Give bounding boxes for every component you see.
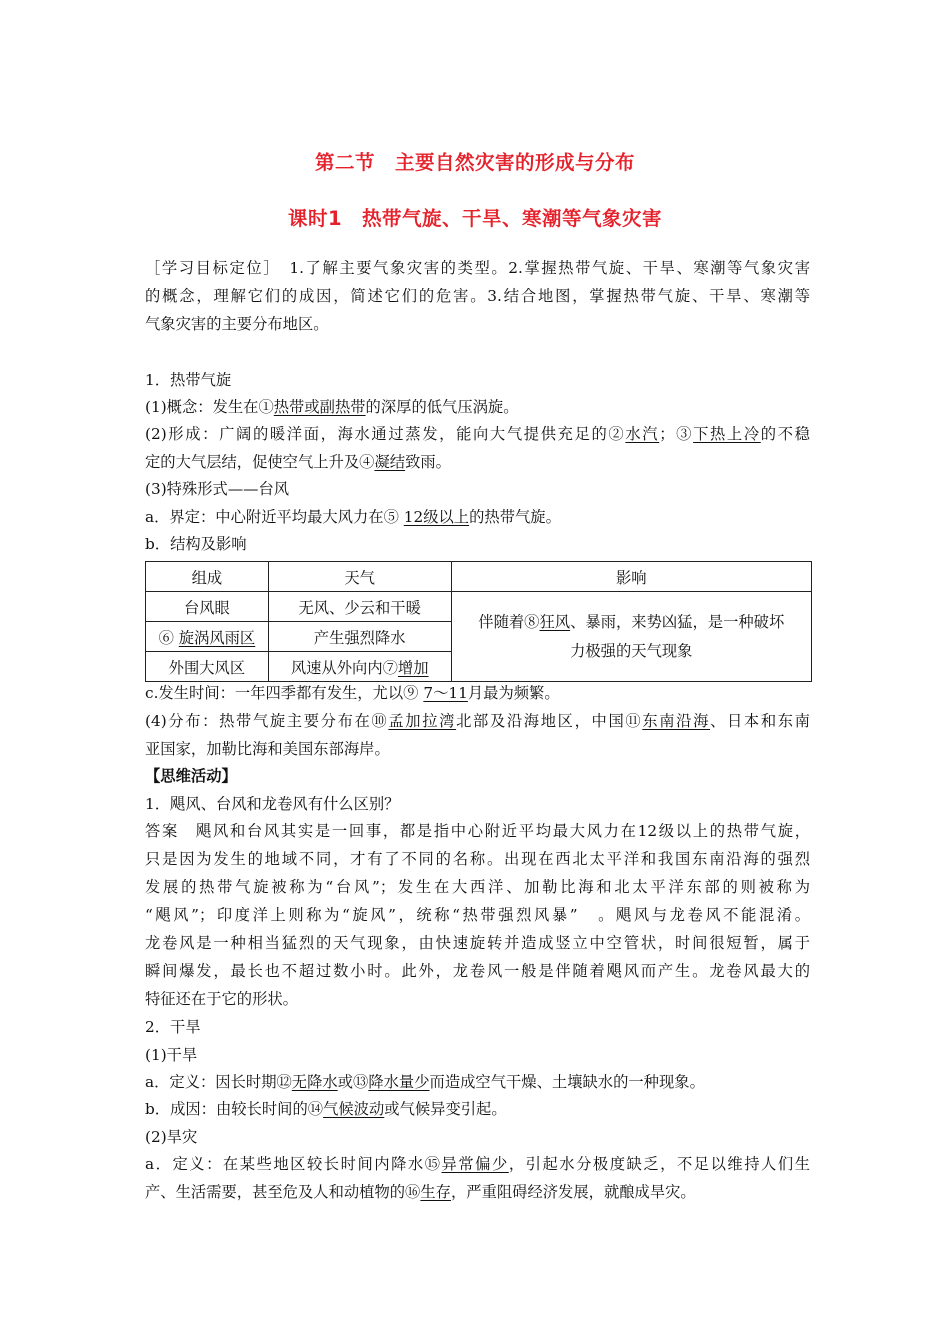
thinking-question: 1．飓风、台风和龙卷风有什么区别？ [145,795,400,813]
impact-cell [451,592,811,682]
dist-text: (4)分布：热带气旋主要分布在⑩ [145,712,389,730]
part-cell: 外围大风区 [146,652,269,682]
impact-text: 伴随着⑧ [478,612,540,631]
answer-1: 热带或副热带 [273,398,366,416]
objectives-line-3: 气象灾害的主要分布地区。 [145,315,329,333]
answer-line: 答案 飓风和台风其实是一回事，都是指中心附近平均最大风力在12级以上的热带气旋， [145,822,810,840]
drought-heading: 2．干旱 [145,1018,201,1036]
header-cell: 天气 [268,562,451,592]
drought-definition [145,1072,810,1092]
def-text-end: 而造成空气干燥、土壤缺水的一种现象。 [429,1073,705,1091]
concept-text-end: 的深厚的低气压涡旋。 [365,398,519,416]
answer-13: 降水量少 [368,1073,430,1091]
formation-text: (2)形成：广阔的暖洋面，海水通过蒸发，能向大气提供充足的② [145,425,626,443]
answer-3: 下热上冷 [693,425,761,443]
formation2-text: 定的大气层结，促使空气上升及④ [145,453,375,471]
header-cell: 组成 [146,562,269,592]
impact-text-end: 、暴雨，来势凶猛，是一种破坏 [570,612,785,631]
cyclone-formation-2 [145,452,810,472]
disaster2-text: 产、生活需要，甚至危及人和动植物的⑯ [145,1183,421,1201]
structure-heading: b．结构及影响 [145,535,247,553]
def-text: a．定义：因长时期⑫ [145,1073,292,1091]
table-header-row [146,562,812,592]
answer-14: 气候波动 [323,1100,385,1118]
answer-2: 水汽 [625,425,660,443]
answer-line: 特征还在于它的形状。 [145,990,298,1008]
drought-sub1: (1)干旱 [145,1046,198,1064]
disaster-text: a．定义：在某些地区较长时间内降水⑮ [145,1155,442,1173]
typhoon-structure-table [145,561,812,682]
time-text: c.发生时间：一年四季都有发生，尤以⑨ [145,684,424,702]
weather-text: 风速从外向内⑦ [290,658,398,677]
answer-7: 增加 [397,658,429,677]
dist-text-end: 、日本和东南 [710,712,810,730]
answer-line: “飓风”；印度洋上则称为“旋风”，统称“热带强烈风暴” 。飓风与龙卷风不能混淆。 [145,906,810,924]
distribution-2: 亚国家，加勒比海和美国东部海岸。 [145,740,390,758]
disaster-definition-2 [145,1182,810,1202]
time-text-end: 月最为频繁。 [467,684,560,702]
answer-line: 发展的热带气旋被称为“台风”；发生在大西洋、加勒比海和北太平洋东部的则被称为 [145,878,810,896]
answer-11: 东南沿海 [642,712,711,730]
distribution-1 [145,711,810,731]
cause-text: b．成因：由较长时间的⑭ [145,1100,324,1118]
disaster-definition-1 [145,1154,810,1174]
answer-15: 异常偏少 [441,1155,509,1173]
answer-line: 只是因为发生的地域不同，才有了不同的名称。出现在西北太平洋和我国东南沿海的强烈 [145,850,810,868]
formation-text-end: 的不稳 [760,425,810,443]
disaster-text-end: ，引起水分极度缺乏，不足以维持人们生 [508,1155,810,1173]
answer-9: 7～11 [423,684,468,702]
answer-line: 瞬间爆发，最长也不超过数小时。此外，龙卷风一般是伴随着飓风而产生。龙卷风最大的 [145,962,810,980]
def-text-mid: 或⑬ [337,1073,369,1091]
answer-5: 12级以上 [403,508,470,526]
objectives-line-1: ［学习目标定位］ 1.了解主要气象灾害的类型。2.掌握热带气旋、干旱、寒潮等气象灾害 [145,259,810,277]
header-cell: 影响 [451,562,811,592]
objectives-line-2: 的概念，理解它们的成因，简述它们的危害。3.结合地图，掌握热带气旋、干旱、寒潮等 [145,287,810,305]
answer-16: 生存 [420,1183,451,1201]
drought-cause [145,1099,810,1119]
answer-8: 狂风 [539,612,571,631]
cyclone-concept [145,397,810,417]
cyclone-heading: 1．热带气旋 [145,371,232,389]
dist-text-mid: 北部及沿海地区，中国⑪ [456,712,643,730]
weather-cell: 无风、少云和干暖 [268,592,451,622]
part-cell [146,622,269,652]
occurrence-time [145,683,810,703]
part-cell: 台风眼 [146,592,269,622]
definition-text: a．界定：中心附近平均最大风力在⑤ [145,508,404,526]
answer-12: 无降水 [291,1073,338,1091]
answer-6: 旋涡风雨区 [178,628,256,647]
weather-cell [268,652,451,682]
typhoon-definition [145,507,810,527]
drought-sub2: (2)旱灾 [145,1128,198,1146]
formation2-text-end: 致雨。 [405,453,451,471]
formation-text-mid: ；③ [659,425,694,443]
thinking-label: 【思维活动】 [145,767,237,785]
lesson-title: 课时1 热带气旋、干旱、寒潮等气象灾害 [287,207,663,230]
answer-10: 孟加拉湾 [388,712,457,730]
definition-text-end: 的热带气旋。 [469,508,561,526]
weather-cell: 产生强烈降水 [268,622,451,652]
answer-line: 龙卷风是一种相当猛烈的天气现象，由快速旋转并造成竖立中空管状，时间很短暂，属于 [145,934,810,952]
section-title: 第二节 主要自然灾害的形成与分布 [314,151,635,174]
table-row [146,592,812,622]
impact-text-line2: 力极强的天气现象 [570,641,693,660]
disaster2-text-end: ，严重阻碍经济发展，就酿成旱灾。 [450,1183,696,1201]
answer-4: 凝结 [374,453,406,471]
circled-number: ⑥ [158,628,179,647]
cause-text-end: 或气候异变引起。 [384,1100,507,1118]
special-form: (3)特殊形式——台风 [145,480,290,498]
concept-text: (1)概念：发生在① [145,398,274,416]
cyclone-formation-1 [145,424,810,444]
